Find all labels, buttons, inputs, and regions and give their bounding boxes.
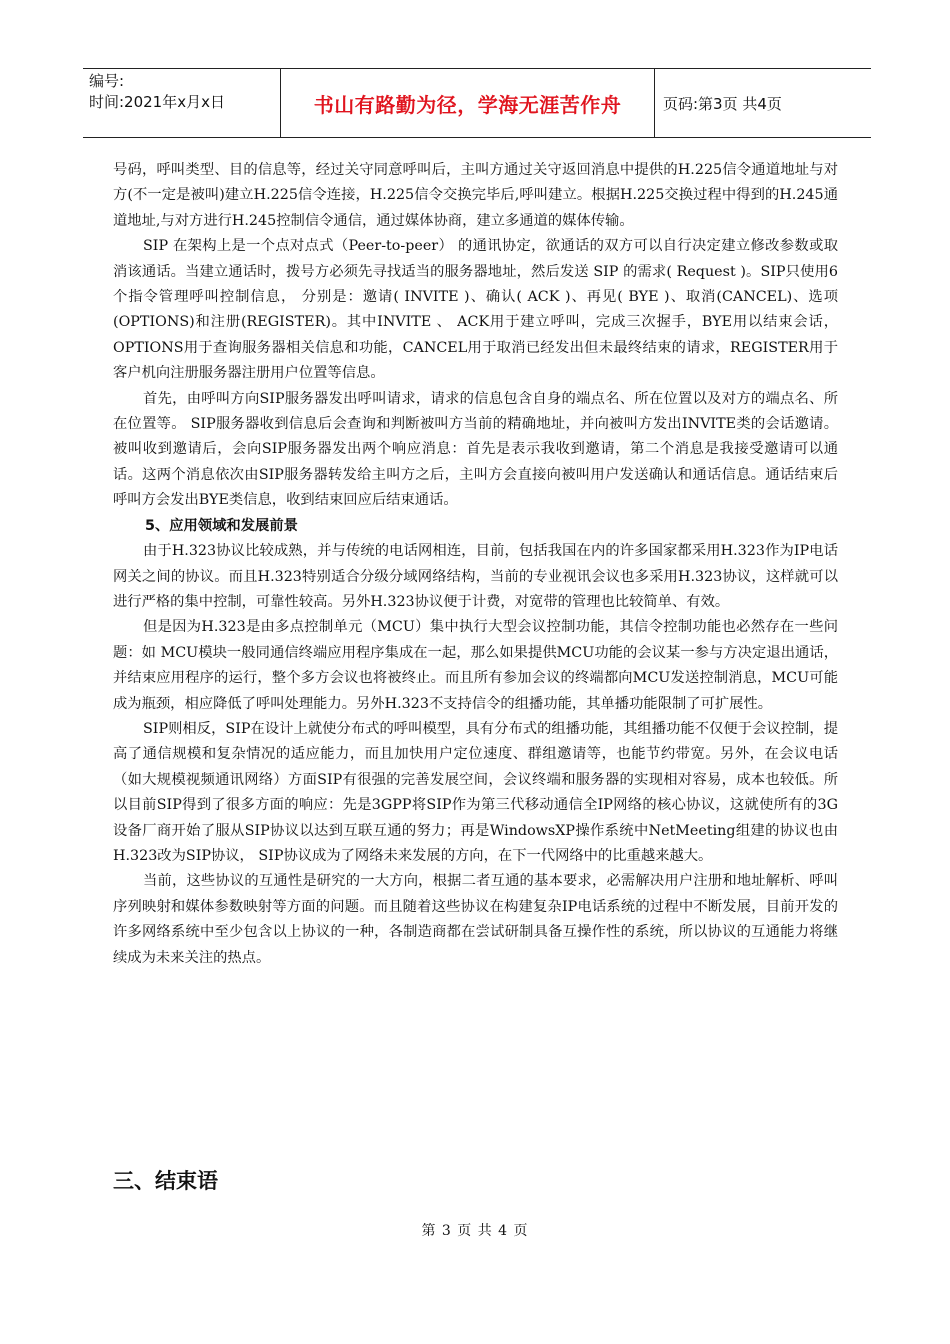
header-meta — [83, 69, 281, 137]
document-body — [113, 158, 838, 971]
header-page-code-cell — [655, 69, 871, 137]
paragraph: 号码，呼叫类型、目的信息等，经过关守同意呼叫后，主叫方通过关守返回消息中提供的H.225信令通道地址与对方(不一定是被叫)建立H.225信令连接，H.225信令交换完毕后,呼叫建立。根据H.225交换过程中得到的H.245通道地址,与对方进行H.245控制信令通信，通过媒体协商，建立多通道的媒体传输。 — [113, 162, 838, 229]
motto: 书山有路勤为径，学海无涯苦作舟 — [313, 92, 622, 117]
page-footer: 第 3 页 共 4 页 — [421, 1223, 529, 1239]
subheading: 5、应用领域和发展前景 — [145, 517, 298, 534]
number-label: 编号: — [89, 72, 125, 90]
paragraph: SIP 在架构上是一个点对点式（Peer-to-peer） 的通讯协定，欲通话的双方可以自行决定建立修改参数或取消该通话。当建立通话时，拨号方必须先寻找适当的服务器地址，然后发送 SIP 的需求( Request )。SIP只使用6个指令管理呼叫控制信息， 分别是：邀请( INVITE )、确认( ACK )、再见( BYE )、取消(CANCEL)、选项(OPTIONS)和注册(REGISTER)。其中INVITE 、 ACK用于建立呼叫，完成三次握手，BYE用以结束会话，OPTIONS用于查询服务器相关信息和功能，CANCEL用于取消已经发出但未最终结束的请求，REGISTER用于客户机向注册服务器注册用户位置等信息。 — [113, 238, 838, 382]
paragraph: 首先，由呼叫方向SIP服务器发出呼叫请求，请求的信息包含自身的端点名、所在位置以及对方的端点名、所在位置等。 SIP服务器收到信息后会查询和判断被叫方当前的精确地址，并向被叫方发出INVITE类的会话邀请。被叫收到邀请后，会向SIP服务器发出两个响应消息：首先是表示我收到邀请，第二个消息是我接受邀请可以通话。这两个消息依次由SIP服务器转发给主叫方之后，主叫方会直接向被叫用户发送确认和通话信息。通话结束后呼叫方会发出BYE类信息，收到结束回应后结束通话。 — [113, 390, 838, 509]
header-motto-cell — [281, 69, 655, 137]
page-header — [83, 68, 871, 138]
section-title: 三、结束语 — [113, 1169, 218, 1193]
paragraph: 但是因为H.323是由多点控制单元（MCU）集中执行大型会议控制功能，其信令控制功能也必然存在一些问题：如 MCU模块一般同通信终端应用程序集成在一起，那么如果提供MCU功能的会议某一参与方决定退出通话，并结束应用程序的运行，整个多方会议也将被终止。而且所有参加会议的终端都向MCU发送控制消息，MCU可能成为瓶颈，相应降低了呼叫处理能力。另外H.323不支持信令的组播功能，其单播功能限制了可扩展性。 — [113, 619, 838, 712]
paragraph: 当前，这些协议的互通性是研究的一大方向，根据二者互通的基本要求，必需解决用户注册和地址解析、呼叫序列映射和媒体参数映射等方面的问题。而且随着这些协议在构建复杂IP电话系统的过程中不断发展，目前开发的许多网络系统中至少包含以上协议的一种，各制造商都在尝试研制具备互操作性的系统，所以协议的互通能力将继续成为未来关注的热点。 — [113, 873, 838, 966]
page-code: 页码:第3页 共4页 — [663, 94, 782, 113]
paragraph: SIP则相反，SIP在设计上就使分布式的呼叫模型，具有分布式的组播功能，其组播功能不仅便于会议控制，提高了通信规模和复杂情况的适应能力，而且加快用户定位速度、群组邀请等，也能节约带宽。另外，在会议电话（如大规模视频通讯网络）方面SIP有很强的完善发展空间，会议终端和服务器的实现相对容易，成本也较低。所以目前SIP得到了很多方面的响应：先是3GPP将SIP作为第三代移动通信全IP网络的核心协议，这就使所有的3G设备厂商开始了服从SIP协议以达到互联互通的努力；再是WindowsXP操作系统中NetMeeting组建的协议也由H.323改为SIP协议， SIP协议成为了网络未来发展的方向，在下一代网络中的比重越来越大。 — [113, 720, 838, 864]
time-label: 时间:2021年x月x日 — [89, 93, 225, 111]
paragraph: 由于H.323协议比较成熟，并与传统的电话网相连，目前，包括我国在内的许多国家都采用H.323作为IP电话网关之间的协议。而且H.323特别适合分级分域网络结构，当前的专业视讯会议也多采用H.323协议，这样就可以进行严格的集中控制，可靠性较高。另外H.323协议便于计费，对宽带的管理也比较简单、有效。 — [113, 543, 838, 610]
